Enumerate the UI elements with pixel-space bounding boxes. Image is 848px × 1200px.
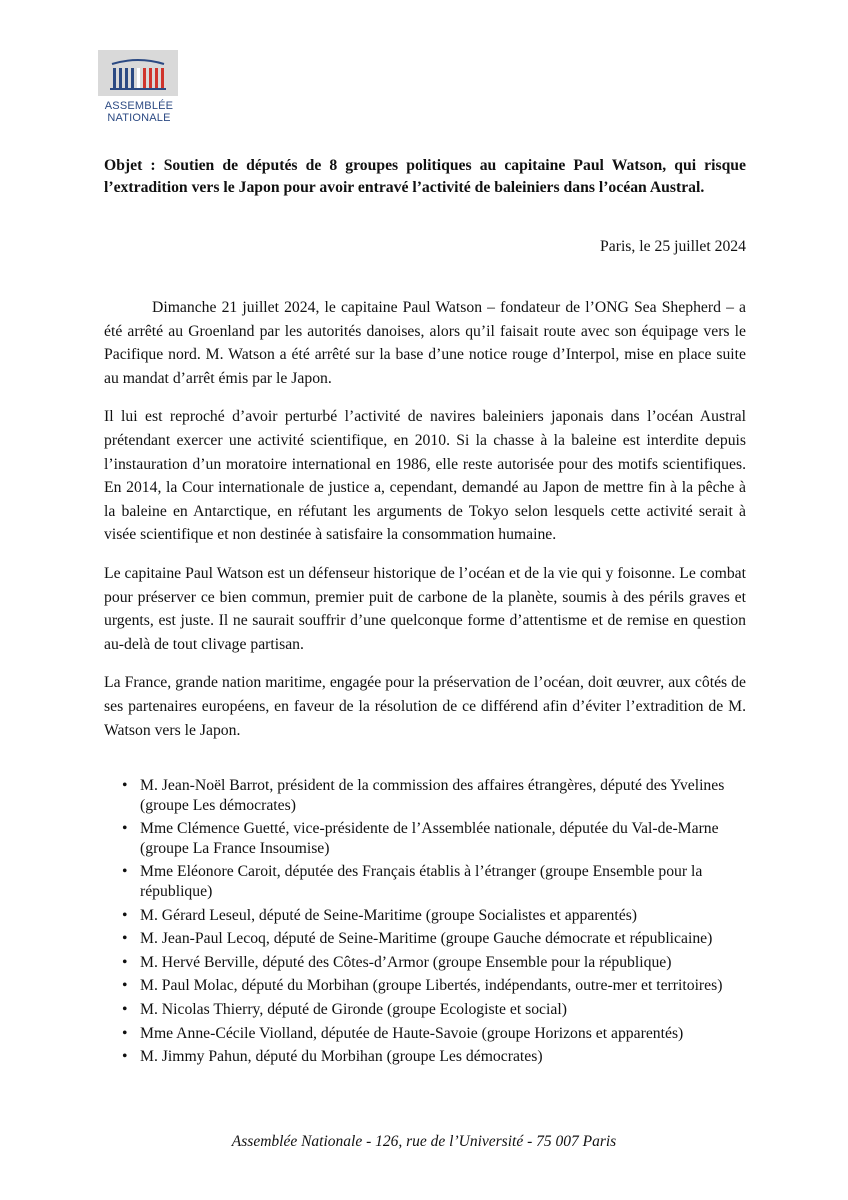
bullet-icon: • xyxy=(122,906,128,924)
list-item xyxy=(104,819,746,858)
signatory-text: M. Nicolas Thierry, député de Gironde (groupe Ecologiste et social) xyxy=(140,1000,567,1018)
bullet-icon: • xyxy=(122,820,128,838)
page-footer: Assemblée Nationale - 126, rue de l’Université - 75 007 Paris xyxy=(231,1133,617,1150)
signatory-text: Mme Anne-Cécile Violland, députée de Haute-Savoie (groupe Horizons et apparentés) xyxy=(140,1024,684,1042)
signatory-text: M. Gérard Leseul, député de Seine-Maritime (groupe Socialistes et apparentés) xyxy=(140,906,638,924)
assemblee-nationale-logo xyxy=(98,50,180,124)
letter-body xyxy=(104,296,746,757)
list-item xyxy=(104,953,746,973)
letter-subject: Objet : Soutien de députés de 8 groupes politiques au capitaine Paul Watson, qui risque l’extradition vers le Japon pour avoir entravé l’activité de baleiniers dans l’océan Austral. xyxy=(104,157,746,196)
signatory-text: Mme Clémence Guetté, vice-présidente de l’Assemblée nationale, députée du Val-de-Marne (groupe La France Insoumise) xyxy=(140,820,719,857)
bullet-icon: • xyxy=(122,977,128,995)
list-item xyxy=(104,1047,746,1067)
paragraph: La France, grande nation maritime, engagée pour la préservation de l’océan, doit œuvrer, aux côtés de ses partenaires européens, en faveur de la résolution de ce différend afin d’éviter l’extradition de M. Watson vers le Japon. xyxy=(104,674,746,739)
list-item xyxy=(104,976,746,996)
logo-line-1: ASSEMBLÉE xyxy=(104,100,174,112)
hemicycle-emblem-icon xyxy=(98,50,178,96)
list-item xyxy=(104,906,746,926)
bullet-icon: • xyxy=(122,1000,128,1018)
signatory-text: M. Jimmy Pahun, député du Morbihan (groupe Les démocrates) xyxy=(140,1048,543,1066)
letter-date: Paris, le 25 juillet 2024 xyxy=(600,238,746,255)
list-item xyxy=(104,929,746,949)
list-item xyxy=(104,1000,746,1020)
bullet-icon: • xyxy=(122,777,128,794)
bullet-icon: • xyxy=(122,863,128,881)
bullet-icon: • xyxy=(122,930,128,948)
signatories-list xyxy=(104,776,746,1071)
paragraph: Le capitaine Paul Watson est un défenseur historique de l’océan et de la vie qui y foisonne. Le combat pour préserver ce bien commun, premier puit de carbone de la planète, soumis à des périls graves et urgents, est juste. Il ne saurait souffrir d’une quelconque forme d’attentisme et de remise en question au-delà de tout clivage partisan. xyxy=(104,564,746,653)
list-item xyxy=(104,776,746,815)
bullet-icon: • xyxy=(122,1048,128,1066)
logo-wordmark xyxy=(98,100,180,124)
signatory-text: M. Jean-Noël Barrot, président de la commission des affaires étrangères, député des Yvelines (groupe Les démocrates) xyxy=(140,777,725,814)
signatory-text: M. Paul Molac, député du Morbihan (groupe Libertés, indépendants, outre-mer et territoires) xyxy=(140,977,723,995)
bullet-icon: • xyxy=(122,953,128,971)
signatory-text: M. Jean-Paul Lecoq, député de Seine-Maritime (groupe Gauche démocrate et républicaine) xyxy=(140,930,713,948)
paragraph: Dimanche 21 juillet 2024, le capitaine Paul Watson – fondateur de l’ONG Sea Shepherd – a été arrêté au Groenland par les autorités danoises, alors qu’il faisait route avec son équipage vers le Pacifique nord. M. Watson a été arrêté sur la base d’une notice rouge d’Interpol, mise en place suite au mandat d’arrêt émis par le Japon. xyxy=(104,299,746,387)
logo-line-2: NATIONALE xyxy=(107,112,171,124)
signatory-text: M. Hervé Berville, député des Côtes-d’Armor (groupe Ensemble pour la république) xyxy=(140,953,672,971)
list-item xyxy=(104,1024,746,1044)
signatory-text: Mme Eléonore Caroit, députée des Français établis à l’étranger (groupe Ensemble pour la république) xyxy=(140,863,703,900)
list-item xyxy=(104,862,746,901)
paragraph: Il lui est reproché d’avoir perturbé l’activité de navires baleiniers japonais dans l’océan Austral prétendant exercer une activité scientifique, en 2010. Si la chasse à la baleine est interdite depuis l’instauration d’un moratoire international en 1986, elle reste autorisée pour des motifs scientifiques. En 2014, la Cour internationale de justice a, cependant, demandé au Japon de mettre fin à la pêche à la baleine en Antarctique, en réfutant les arguments de Tokyo selon lesquels cette activité serait à visée scientifique et non destinée à satisfaire la consommation humaine. xyxy=(104,408,746,544)
bullet-icon: • xyxy=(122,1024,128,1042)
